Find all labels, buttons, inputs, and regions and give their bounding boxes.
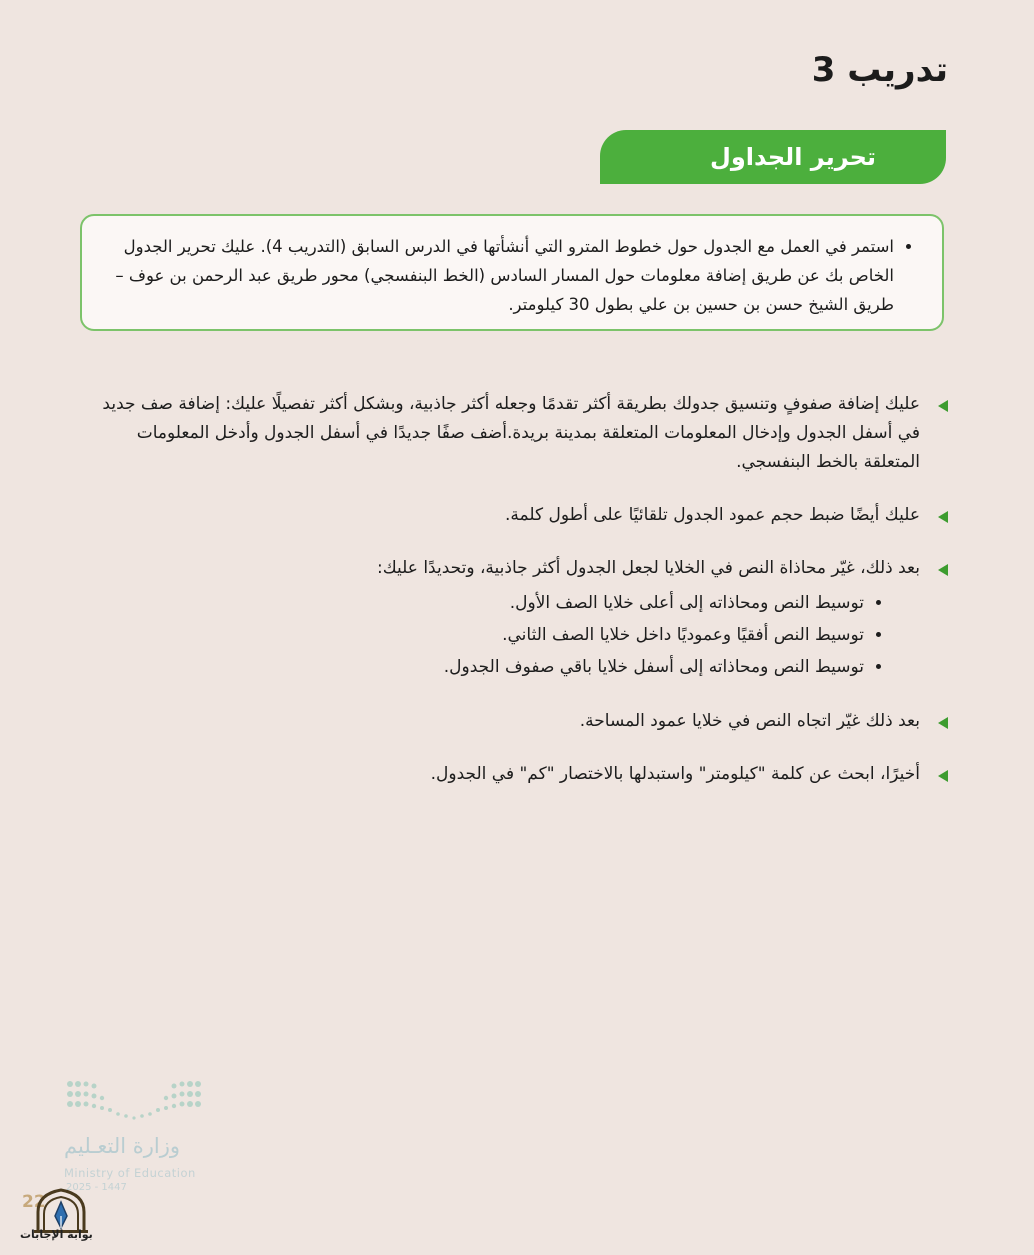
page-title: تدريب 3 <box>811 50 948 90</box>
subtask-list <box>78 587 920 683</box>
task-item <box>78 760 948 789</box>
intro-text: • استمر في العمل مع الجدول حول خطوط المترو التي أنشأتها في الدرس السابق (التدريب 4). عليك تحرير الجدول الخاص بك عن طريق إضافة معلومات حول المسار السادس (الخط البنفسجي) محور طريق عبد الرحمن بن عوف – طريق الشيخ حسن بن حسين بن علي بطول 30 كيلومتر. <box>106 232 894 319</box>
task-item <box>78 554 948 683</box>
section-banner-label: تحرير الجداول <box>710 143 876 171</box>
ministry-name-arabic: وزارة التعـليم <box>64 1134 181 1158</box>
intro-box <box>80 214 944 331</box>
task-text: عليك أيضًا ضبط حجم عمود الجدول تلقائيًا على أطول كلمة. <box>505 505 920 525</box>
section-banner <box>600 130 946 184</box>
ministry-name-english: Ministry of Education <box>64 1166 196 1180</box>
task-item <box>78 707 948 736</box>
ministry-logo <box>60 1078 210 1198</box>
task-text: بعد ذلك، غيّر محاذاة النص في الخلايا لجعل الجدول أكثر جاذبية، وتحديدًا عليك: <box>376 558 920 578</box>
task-item <box>78 501 948 530</box>
page-number: 22 <box>22 1192 46 1212</box>
pen-arch-watermark-icon <box>28 1186 94 1252</box>
triangle-bullet-icon <box>938 564 948 576</box>
task-text: أخيرًا، ابحث عن كلمة "كيلومتر" واستبدلها بالاختصار "كم" في الجدول. <box>430 764 920 784</box>
task-text: بعد ذلك غيّر اتجاه النص في خلايا عمود المساحة. <box>579 711 920 731</box>
ministry-dots-icon <box>66 1078 202 1126</box>
triangle-bullet-icon <box>938 400 948 412</box>
subtask-item: • توسيط النص ومحاذاته إلى أسفل خلايا باقي صفوف الجدول. <box>78 651 864 683</box>
triangle-bullet-icon <box>938 770 948 782</box>
ministry-year: 2025 - 1447 <box>66 1182 127 1193</box>
subtask-item: • توسيط النص ومحاذاته إلى أعلى خلايا الصف الأول. <box>78 587 864 619</box>
triangle-bullet-icon <box>938 511 948 523</box>
watermark-text: بوابة الإجابات <box>20 1228 93 1241</box>
triangle-bullet-icon <box>938 717 948 729</box>
task-text: عليك إضافة صفوفٍ وتنسيق جدولك بطريقة أكثر تقدمًا وجعله أكثر جاذبية، وبشكل أكثر تفصيلًا عليك: إضافة صف جديد في أسفل الجدول وإدخال المعلومات المتعلقة بمدينة بريدة.أضف صفًا جديدًا في أسفل الجدول وأدخل المعلومات المتعلقة بالخط البنفسجي. <box>102 394 920 472</box>
subtask-item: • توسيط النص أفقيًا وعموديًا داخل خلايا الصف الثاني. <box>78 619 864 651</box>
task-list <box>78 390 948 813</box>
task-item <box>78 390 948 477</box>
